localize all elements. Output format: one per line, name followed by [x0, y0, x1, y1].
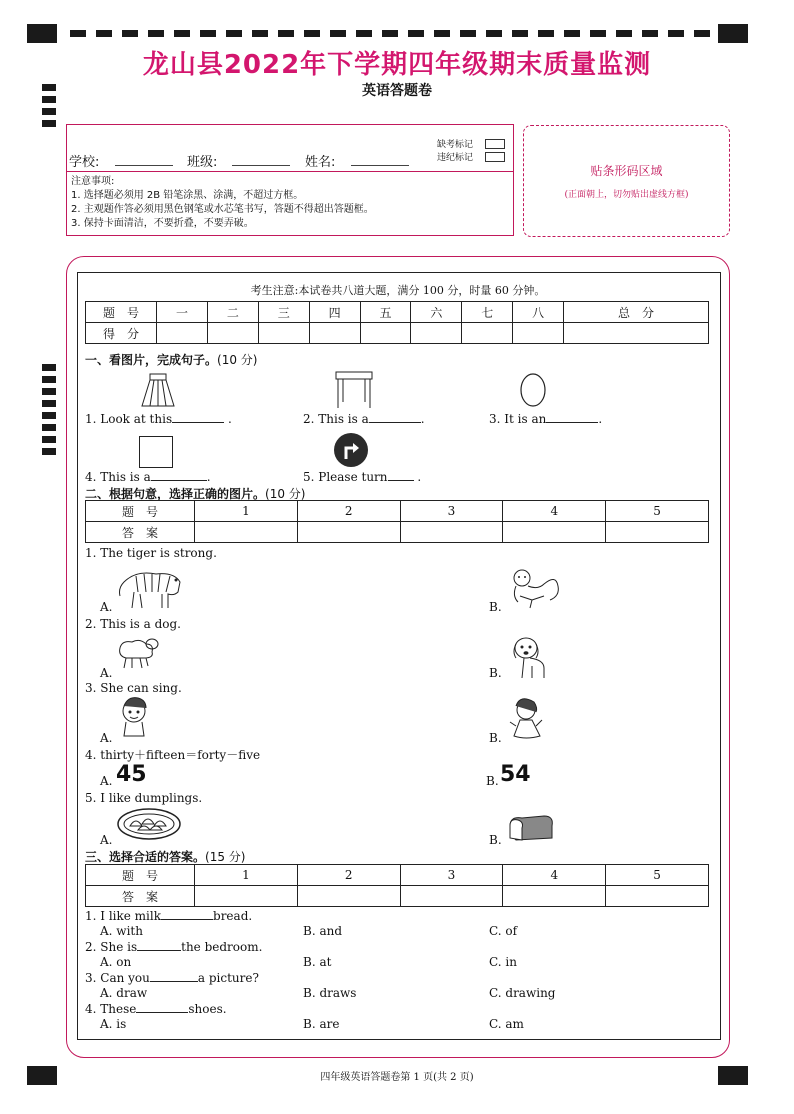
score-col: 五 [360, 302, 411, 323]
table-header: 答 案 [86, 886, 195, 907]
side-timing-mark [42, 400, 56, 407]
q2-stem: 2. This is a [303, 412, 369, 426]
stem: 4. These [85, 1002, 137, 1016]
q4-option-a-number: 45 [116, 762, 147, 787]
section-3-title [85, 848, 245, 865]
timing-dash [538, 30, 554, 37]
timing-dash [148, 30, 164, 37]
q5-stem: 5. Please turn [303, 470, 388, 484]
section-1-q2 [303, 412, 425, 426]
answer-cell[interactable] [400, 886, 503, 907]
q3-option-b: B. [489, 731, 502, 745]
answer-cell[interactable] [195, 522, 298, 543]
violation-mark-label: 违纪标记 [437, 153, 474, 163]
registration-mark-top-right [718, 24, 748, 43]
turn-right-icon [333, 432, 369, 468]
table-header: 题 号 [86, 501, 195, 522]
q4-option-b: B. [486, 774, 499, 788]
name-field[interactable] [351, 165, 409, 166]
timing-dash [642, 30, 658, 37]
page-footer: 四年级英语答题卷第 1 页(共 2 页) [320, 1072, 474, 1083]
table-col: 5 [606, 501, 709, 522]
option-a: A. is [100, 1017, 127, 1031]
timing-dash [226, 30, 242, 37]
timing-dash [356, 30, 372, 37]
score-col: 三 [258, 302, 309, 323]
table-col: 1 [195, 865, 298, 886]
option-c: C. of [489, 924, 518, 938]
dumplings-icon [116, 806, 182, 842]
stem: 2. She is [85, 940, 138, 954]
registration-mark-top-left [27, 24, 57, 43]
stem: bread. [213, 909, 253, 923]
q3-option-a: A. [100, 731, 113, 745]
section-3-title-text: 三、选择合适的答案。 [85, 850, 206, 864]
score-col: 六 [411, 302, 462, 323]
section-2-answer-table [85, 500, 709, 543]
period: . [206, 470, 211, 484]
note-item: 2. 主观题作答必须用黑色钢笔或水芯笔书写，答题不得超出答题框。 [71, 204, 374, 215]
timing-dash [174, 30, 190, 37]
class-field[interactable] [232, 165, 290, 166]
q2-option-b: B. [489, 666, 502, 680]
timing-dash [408, 30, 424, 37]
score-cell[interactable] [207, 323, 258, 344]
answer-cell[interactable] [297, 886, 400, 907]
stem: the bedroom. [181, 940, 263, 954]
barcode-area[interactable] [523, 125, 730, 237]
table-header: 题 号 [86, 865, 195, 886]
answer-cell[interactable] [606, 886, 709, 907]
side-timing-mark [42, 448, 56, 455]
table-col: 4 [503, 501, 606, 522]
answer-blank[interactable] [369, 412, 421, 423]
section-1-q1 [85, 412, 232, 426]
page-subtitle: 英语答题卷 [362, 83, 432, 99]
boy-icon [116, 696, 156, 738]
timing-dash [694, 30, 710, 37]
table-header: 答 案 [86, 522, 195, 543]
option-b: B. at [303, 955, 332, 969]
table-col: 2 [297, 865, 400, 886]
side-timing-mark [42, 120, 56, 127]
timing-dash [122, 30, 138, 37]
score-cell[interactable] [411, 323, 462, 344]
skirt-icon [140, 372, 176, 410]
timing-dash [486, 30, 502, 37]
side-timing-mark [42, 388, 56, 395]
timing-dash [252, 30, 268, 37]
answer-blank[interactable] [137, 940, 181, 951]
desk-icon [334, 368, 374, 410]
stem: 1. I like milk [85, 909, 162, 923]
answer-blank[interactable] [151, 470, 207, 481]
score-cell[interactable] [309, 323, 360, 344]
school-field[interactable] [115, 165, 173, 166]
section-2-q3: 3. She can sing. [85, 681, 182, 695]
timing-dash [512, 30, 528, 37]
table-col: 3 [400, 501, 503, 522]
q4-stem: 4. This is a [85, 470, 151, 484]
bread-icon [506, 812, 556, 844]
side-timing-mark [42, 376, 56, 383]
side-timing-mark [42, 424, 56, 431]
section-1-q3 [489, 412, 602, 426]
option-b: B. are [303, 1017, 340, 1031]
option-b: B. and [303, 924, 343, 938]
score-col: 四 [309, 302, 360, 323]
stem: a picture? [197, 971, 259, 985]
q1-option-a: A. [100, 600, 113, 614]
student-info-box [66, 124, 514, 236]
exam-notice: 考生注意:本试卷共八道大题，满分 100 分，时量 60 分钟。 [250, 284, 546, 297]
section-2-q4: 4. thirty＋fifteen＝forty－five [85, 748, 261, 762]
side-timing-mark [42, 412, 56, 419]
table-col: 3 [400, 865, 503, 886]
q1-option-b: B. [489, 600, 502, 614]
section-2-q5: 5. I like dumplings. [85, 791, 203, 805]
section-3-q1 [85, 909, 252, 923]
absent-mark-box[interactable] [485, 139, 505, 149]
timing-dash [564, 30, 580, 37]
section-1-points: (10 分) [217, 353, 258, 367]
timing-dash [96, 30, 112, 37]
q1-stem: 1. Look at this [85, 412, 173, 426]
notes-title: 注意事项: [71, 176, 115, 187]
section-2-q2: 2. This is a dog. [85, 617, 181, 631]
score-cell[interactable] [564, 323, 709, 344]
name-label: 姓名: [305, 155, 336, 170]
timing-dash [434, 30, 450, 37]
score-table [85, 301, 709, 344]
absent-mark-label: 缺考标记 [437, 140, 474, 150]
section-3-q2 [85, 940, 262, 954]
stem: shoes. [188, 1002, 227, 1016]
answer-cell[interactable] [606, 522, 709, 543]
table-col: 4 [503, 865, 606, 886]
option-c: C. in [489, 955, 517, 969]
section-1-title-text: 一、看图片，完成句子。 [85, 353, 218, 367]
section-3-q4 [85, 1002, 227, 1016]
answer-blank[interactable] [172, 412, 224, 423]
answer-cell[interactable] [503, 522, 606, 543]
table-col: 5 [606, 865, 709, 886]
timing-dash [668, 30, 684, 37]
period: . [598, 412, 603, 426]
score-col: 一 [157, 302, 208, 323]
period: . [417, 470, 422, 484]
score-cell[interactable] [157, 323, 208, 344]
class-label: 班级: [187, 155, 218, 170]
answer-cell[interactable] [503, 886, 606, 907]
q5-option-a: A. [100, 833, 113, 847]
option-a: A. on [100, 955, 132, 969]
q5-option-b: B. [489, 833, 502, 847]
sheep-icon [114, 632, 160, 670]
timing-dash [70, 30, 86, 37]
q3-stem: 3. It is an [489, 412, 547, 426]
score-col: 七 [462, 302, 513, 323]
section-1-q4 [85, 470, 211, 484]
timing-dash [590, 30, 606, 37]
option-c: C. am [489, 1017, 524, 1031]
score-table-header: 得 分 [86, 323, 157, 344]
stem: 3. Can you [85, 971, 150, 985]
timing-dash [616, 30, 632, 37]
score-col: 八 [513, 302, 564, 323]
monkey-icon [504, 566, 562, 610]
dog-icon [510, 634, 550, 680]
option-a: A. draw [100, 986, 148, 1000]
student-fields-row [67, 125, 513, 172]
barcode-area-hint: (正面朝上，切勿贴出虚线方框) [564, 190, 689, 200]
answer-blank[interactable] [150, 971, 198, 982]
section-3-points: (15 分) [205, 850, 246, 864]
school-label: 学校: [69, 155, 100, 170]
score-cell[interactable] [360, 323, 411, 344]
score-col: 二 [207, 302, 258, 323]
answer-blank[interactable] [546, 412, 598, 423]
section-2-title-text: 二、根据句意，选择正确的图片。 [85, 487, 266, 501]
section-3-q3 [85, 971, 259, 985]
q4-option-a: A. [100, 774, 113, 788]
side-timing-mark [42, 364, 56, 371]
timing-dash [330, 30, 346, 37]
section-2-points: (10 分) [265, 487, 306, 501]
note-item: 1. 选择题必须用 2B 铅笔涂黑、涂满，不超过方框。 [71, 190, 304, 201]
answer-cell[interactable] [297, 522, 400, 543]
notes [71, 175, 374, 231]
table-col: 1 [195, 501, 298, 522]
option-c: C. drawing [489, 986, 556, 1000]
answer-blank[interactable] [388, 470, 414, 481]
table-col: 2 [297, 501, 400, 522]
answer-cell[interactable] [195, 886, 298, 907]
side-timing-mark [42, 436, 56, 443]
section-3-answer-table [85, 864, 709, 907]
timing-dash [200, 30, 216, 37]
timing-dash [304, 30, 320, 37]
section-2-q1: 1. The tiger is strong. [85, 546, 217, 560]
side-timing-mark [42, 108, 56, 115]
score-table-header: 题 号 [86, 302, 157, 323]
q2-option-a: A. [100, 666, 113, 680]
q4-option-b-number: 54 [500, 762, 531, 787]
egg-icon [518, 370, 548, 408]
timing-dash [460, 30, 476, 37]
period: . [420, 412, 425, 426]
section-1-q5 [303, 470, 421, 484]
page-title: 龙山县2022年下学期四年级期末质量监测 [142, 50, 652, 80]
score-cell[interactable] [462, 323, 513, 344]
violation-mark-box[interactable] [485, 152, 505, 162]
answer-blank[interactable] [136, 1002, 188, 1013]
note-item: 3. 保持卡面清洁，不要折叠，不要弄破。 [71, 218, 254, 229]
tiger-icon [116, 562, 184, 612]
score-cell[interactable] [258, 323, 309, 344]
section-1-title [85, 351, 257, 368]
option-b: B. draws [303, 986, 357, 1000]
answer-cell[interactable] [400, 522, 503, 543]
barcode-area-title: 贴条形码区域 [590, 164, 663, 178]
option-a: A. with [100, 924, 143, 938]
square-icon [139, 436, 173, 468]
timing-dash [278, 30, 294, 37]
timing-dash [382, 30, 398, 37]
score-cell[interactable] [513, 323, 564, 344]
score-col: 总 分 [564, 302, 709, 323]
period: . [227, 412, 232, 426]
answer-blank[interactable] [161, 909, 213, 920]
singing-girl-icon [506, 696, 546, 742]
